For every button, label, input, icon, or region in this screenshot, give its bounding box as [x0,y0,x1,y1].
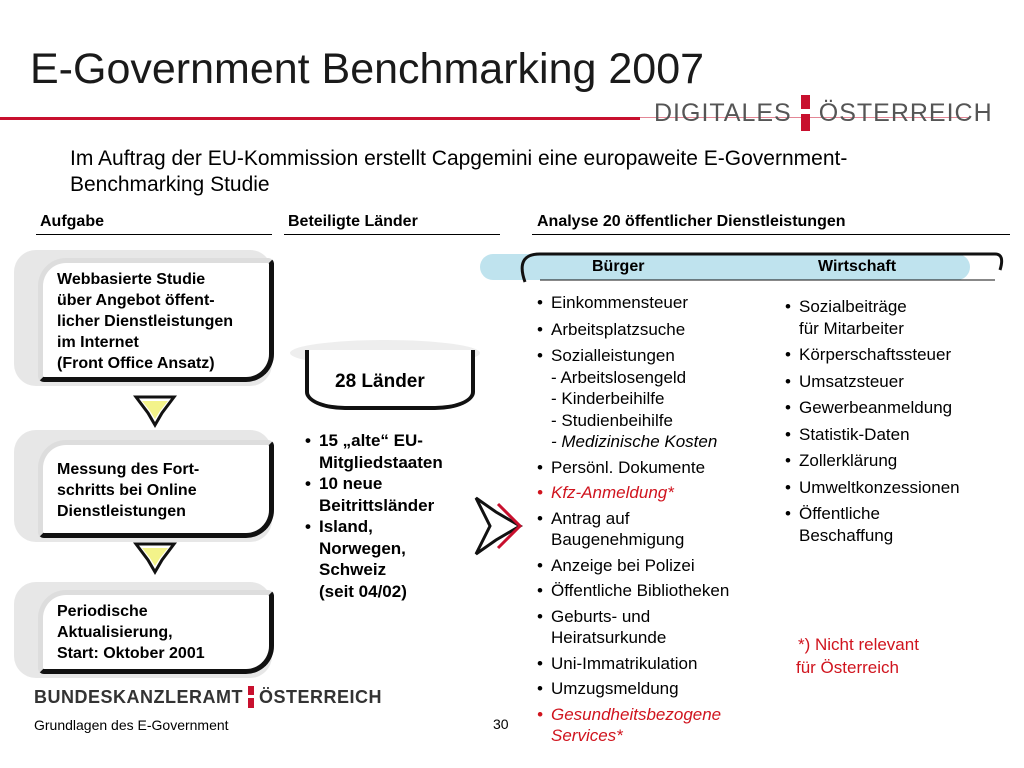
laender-list [305,430,475,602]
list-item: • Kfz-Anmeldung* [537,482,777,504]
footer-text: Grundlagen des E-Government [34,717,229,733]
digitales-oesterreich-logo [654,95,993,131]
list-item: • Zollerklärung [785,450,1015,472]
list-item: • Sozialbeiträge für Mitarbeiter [785,296,1015,339]
page-number: 30 [493,716,509,732]
wirtschaft-services-list [785,296,1015,546]
list-item: • Persönl. Dokumente [537,457,777,479]
aufgabe-box-1-text: Webbasierte Studie über Angebot öffent- licher Dienstleistungen im Internet (Front Office Ansatz) [57,271,234,372]
buerger-services-list [537,292,777,747]
aufgabe-box-3-text: Periodische Aktualisierung, Start: Oktober 2001 [57,603,205,662]
bka-logo-separator [248,686,254,708]
list-item: • 10 neue Beitrittsländer [305,473,475,516]
list-item: • Arbeitsplatzsuche [537,319,777,341]
bka-logo-left: BUNDESKANZLERAMT [34,687,243,707]
list-item: • Island, Norwegen, Schweiz (seit 04/02) [305,516,475,602]
banner-label-buerger: Bürger [592,258,645,275]
aufgabe-box-1 [38,258,274,382]
page-title: E-Government Benchmarking 2007 [30,45,705,93]
list-item: • Antrag auf Baugenehmigung [537,508,777,551]
list-item: • Geburts- und Heiratsurkunde [537,606,777,649]
list-item: • Uni-Immatrikulation [537,653,777,675]
list-item: • Umsatzsteuer [785,371,1015,393]
list-item: • Öffentliche Bibliotheken [537,580,777,602]
list-item: • Statistik-Daten [785,424,1015,446]
aufgabe-box-3 [38,590,274,674]
intro-text: Im Auftrag der EU-Kommission erstellt Capgemini eine europaweite E-Government-Benchmarking Studie [70,147,848,196]
list-item: • Gesundheitsbezogene Services* [537,704,777,747]
title-underline [0,117,640,120]
buerger-wirtschaft-banner [480,250,1005,286]
chevron-arrow-down-icon [132,393,178,429]
column-rule [36,234,272,235]
column-header-aufgabe: Aufgabe [40,213,104,230]
list-item: • Körperschaftssteuer [785,344,1015,366]
aufgabe-box-2 [38,440,274,538]
drum-label: 28 Länder [335,371,425,392]
list-item: • Umweltkonzessionen [785,477,1015,499]
list-item: • Sozialleistungen - Arbeitslosengeld - Kinderbeihilfe - Studienbeihilfe - Medizinische Kosten [537,345,777,453]
list-item: • Öffentliche Beschaffung [785,503,1015,546]
column-rule [284,234,500,235]
list-item: • Einkommensteuer [537,292,777,314]
list-item: • Umzugsmeldung [537,678,777,700]
logo-separator [801,95,810,131]
logo-right-text: ÖSTERREICH [818,99,993,127]
footnote: *) Nicht relevant für Österreich [796,635,919,677]
chevron-arrow-right-icon [470,490,528,560]
aufgabe-box-2-text: Messung des Fort- schritts bei Online Dienstleistungen [57,461,200,520]
column-header-laender: Beteiligte Länder [288,213,418,230]
list-item: • Gewerbeanmeldung [785,397,1015,419]
list-item: • 15 „alte“ EU- Mitgliedstaaten [305,430,475,473]
bka-logo-right: ÖSTERREICH [259,687,383,707]
logo-left-text: DIGITALES [654,99,792,127]
bundeskanzleramt-logo [34,686,382,708]
column-header-analyse: Analyse 20 öffentlicher Dienstleistungen [537,213,846,230]
banner-label-wirtschaft: Wirtschaft [818,258,897,275]
column-rule [532,234,1010,235]
chevron-arrow-down-icon [132,540,178,576]
list-item: • Anzeige bei Polizei [537,555,777,577]
